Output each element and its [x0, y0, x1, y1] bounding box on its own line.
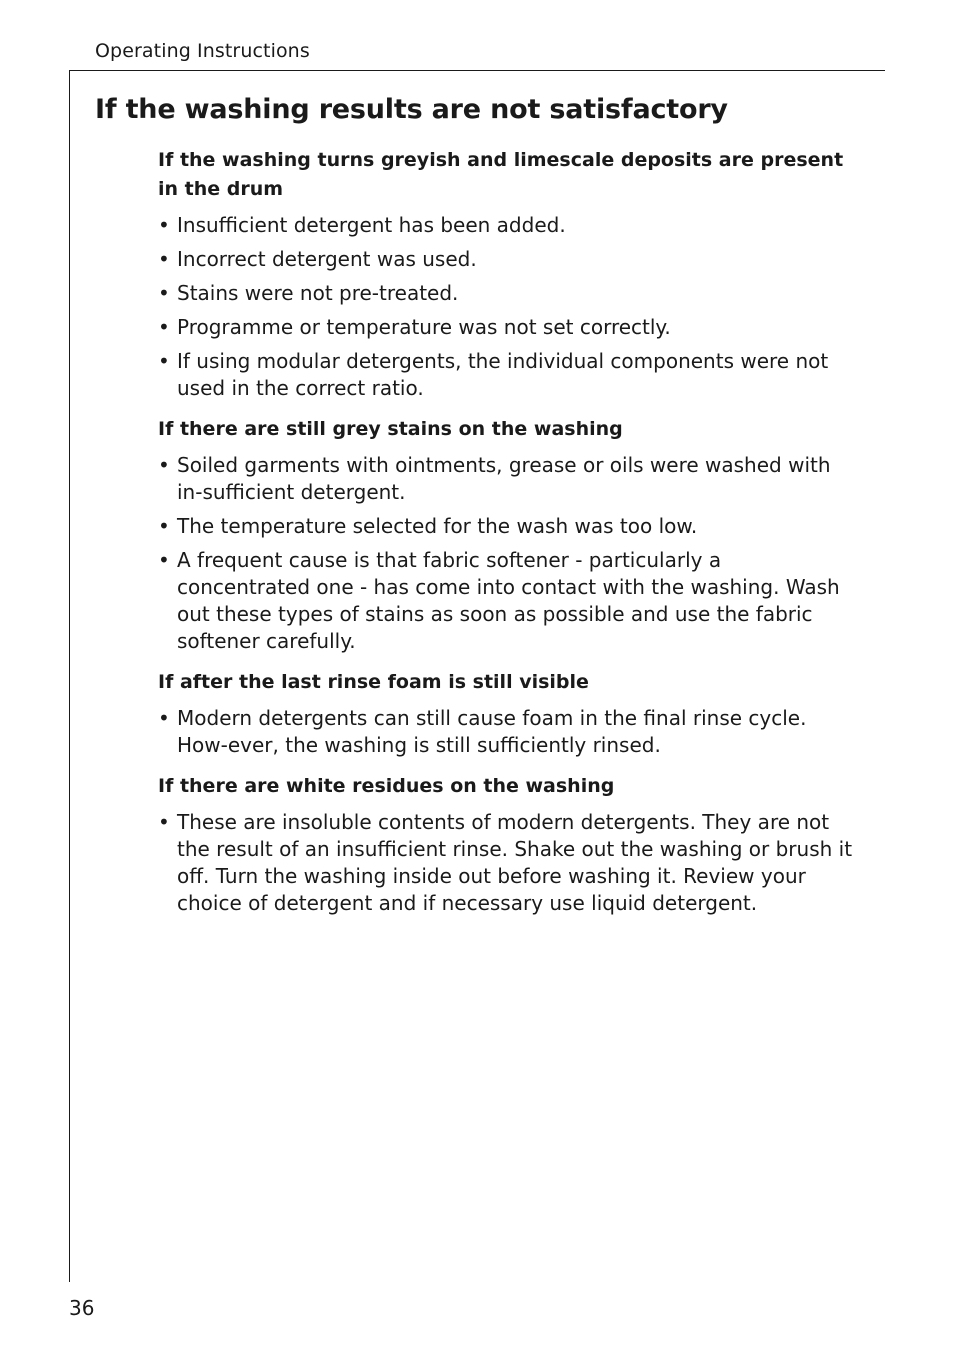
left-rule [69, 70, 70, 1282]
top-rule [69, 70, 885, 71]
section-greyish-washing [158, 146, 858, 402]
list-item [158, 212, 858, 239]
list-item-text: If using modular detergents, the individual components were not used in the correct ratio. [177, 349, 829, 400]
bullet-icon: • [158, 706, 170, 730]
section-heading: If there are white residues on the washing [158, 775, 615, 797]
content [158, 146, 858, 917]
section-heading: If the washing turns greyish and limescale deposits are present in the drum [158, 149, 844, 200]
bullet-icon: • [158, 349, 170, 373]
list-item-text: Programme or temperature was not set correctly. [177, 315, 671, 339]
list-item [158, 705, 858, 759]
bullet-icon: • [158, 247, 170, 271]
list-item-text: Soiled garments with ointments, grease or oils were washed with in-sufficient detergent. [177, 453, 831, 504]
bullet-icon: • [158, 453, 170, 477]
list-item [158, 513, 858, 540]
list-item-text: Modern detergents can still cause foam in the final rinse cycle. How-ever, the washing is still sufficiently rinsed. [177, 706, 807, 757]
bullet-icon: • [158, 548, 170, 572]
list-item-text: Insufficient detergent has been added. [177, 213, 566, 237]
running-header: Operating Instructions [95, 40, 310, 62]
list-item [158, 246, 858, 273]
bullet-icon: • [158, 315, 170, 339]
section-grey-stains [158, 415, 858, 655]
list-item [158, 452, 858, 506]
section-heading: If after the last rinse foam is still visible [158, 671, 589, 693]
list-item [158, 280, 858, 307]
list-item [158, 809, 858, 917]
list-item-text: Stains were not pre-treated. [177, 281, 459, 305]
bullet-list [158, 705, 858, 759]
bullet-list [158, 212, 858, 402]
section-heading: If there are still grey stains on the washing [158, 418, 623, 440]
list-item-text: These are insoluble contents of modern detergents. They are not the result of an insufficient rinse. Shake out the washing or brush it off. Turn the washing inside out before washing it. Review your choice of detergent and if necessary use liquid detergent. [177, 810, 853, 915]
bullet-icon: • [158, 213, 170, 237]
list-item-text: Incorrect detergent was used. [177, 247, 477, 271]
list-item [158, 547, 858, 655]
bullet-icon: • [158, 810, 170, 834]
list-item-text: The temperature selected for the wash was too low. [177, 514, 698, 538]
section-foam-visible [158, 668, 858, 759]
page-number: 36 [69, 1296, 95, 1320]
section-white-residues [158, 772, 858, 917]
bullet-list [158, 452, 858, 655]
list-item [158, 348, 858, 402]
list-item [158, 314, 858, 341]
page-title: If the washing results are not satisfactory [95, 94, 728, 125]
bullet-icon: • [158, 281, 170, 305]
list-item-text: A frequent cause is that fabric softener - particularly a concentrated one - has come into contact with the washing. Wash out these types of stains as soon as possible and use the fabric softener carefully. [177, 548, 840, 653]
bullet-icon: • [158, 514, 170, 538]
bullet-list [158, 809, 858, 917]
